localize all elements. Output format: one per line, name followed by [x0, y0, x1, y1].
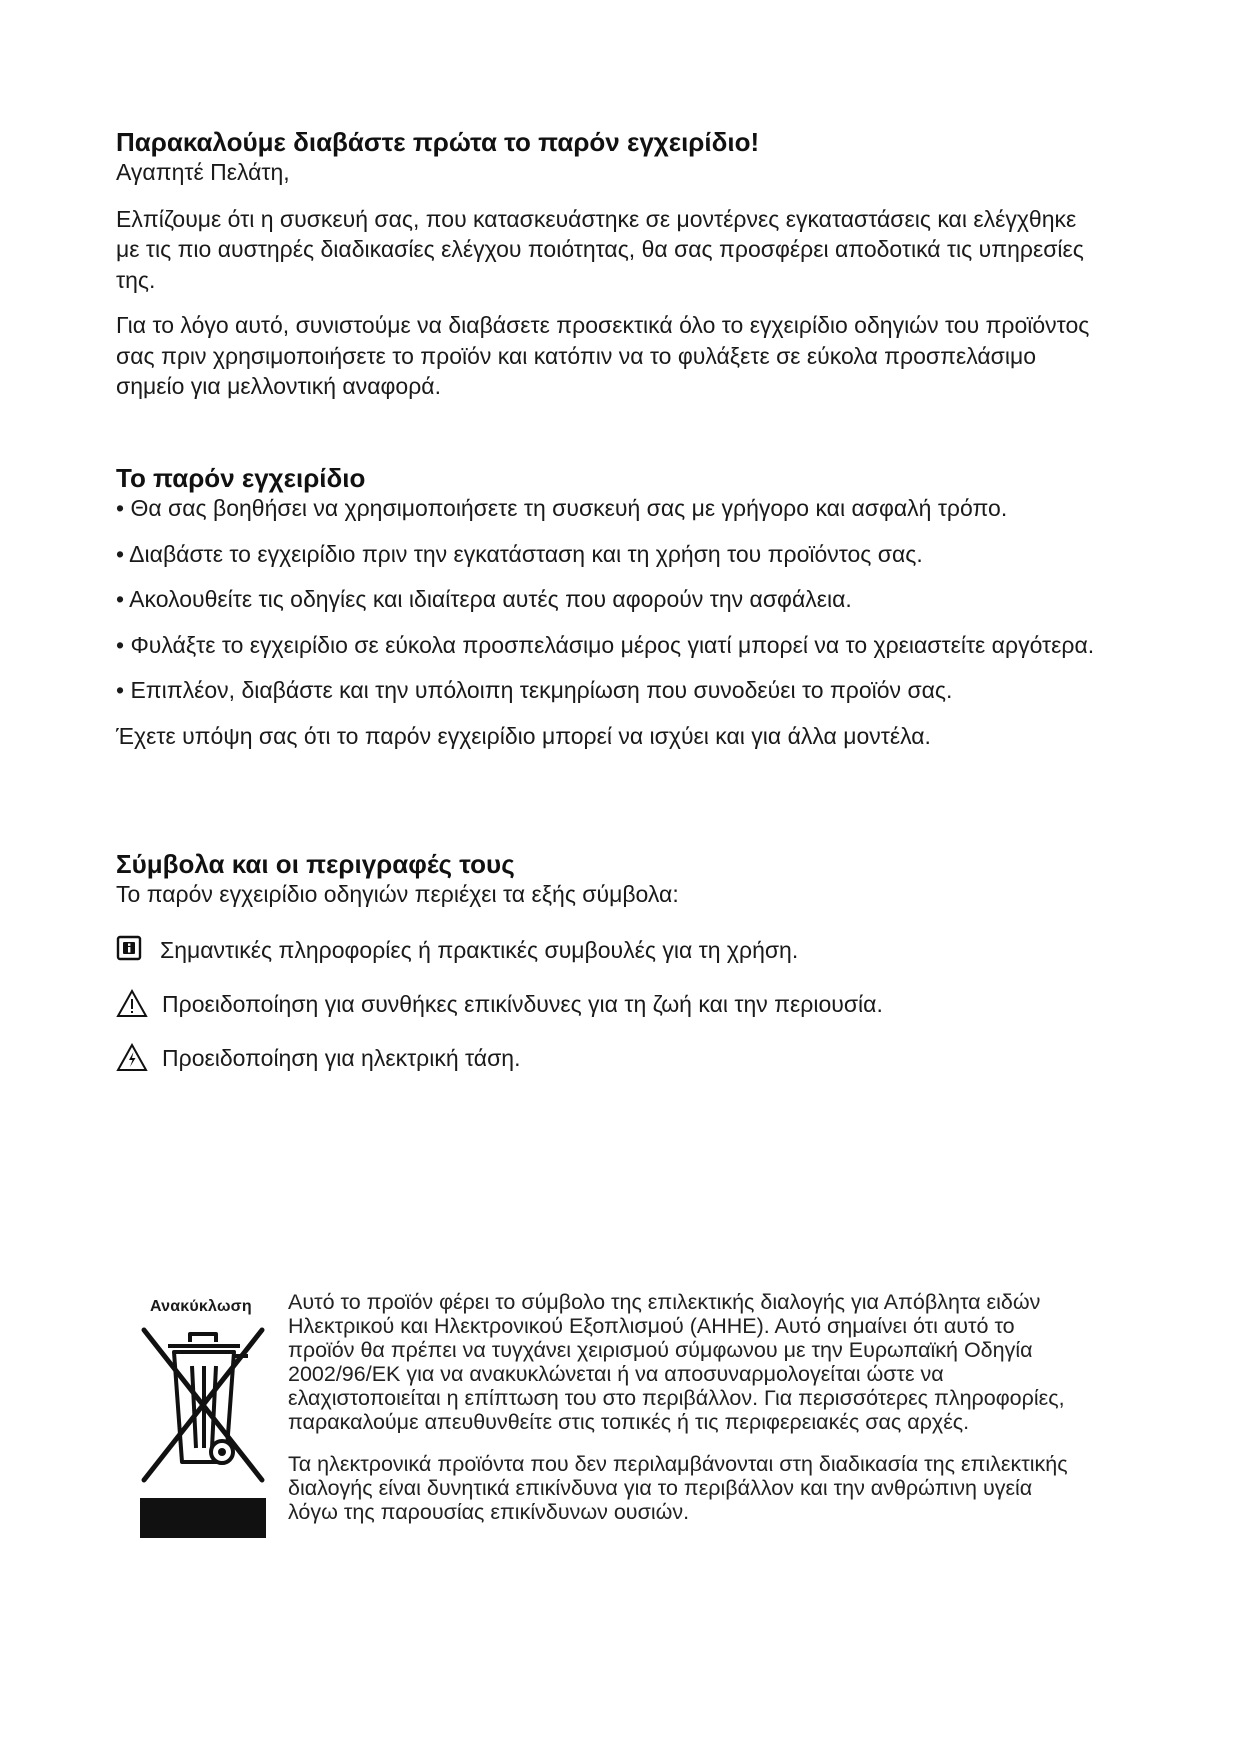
symbol-text-info: Σημαντικές πληροφορίες ή πρακτικές συμβουλές για τη χρήση. [160, 937, 799, 963]
intro-paragraph-1: Ελπίζουμε ότι η συσκευή σας, που κατασκευάστηκε σε μοντέρνες εγκαταστάσεις και ελέγχθηκε με τις πιο αυστηρές διαδικασίες ελέγχου ποιότητας, θα σας προσφέρει αποδοτικά τις υπηρεσίες της. [116, 205, 1084, 293]
symbols-heading: Σύμβολα και οι περιγραφές τους [116, 849, 515, 879]
manual-heading: Το παρόν εγχειρίδιο [116, 463, 366, 493]
greeting: Αγαπητέ Πελάτη, [116, 159, 290, 185]
symbol-row-info [116, 935, 798, 965]
weee-black-bar [140, 1498, 266, 1538]
recycling-paragraph-1: Αυτό το προϊόν φέρει το σύμβολο της επιλεκτικής διαλογής για Απόβλητα ειδών Ηλεκτρικού και Ηλεκτρονικού Εξοπλισμού (ΑΗΗΕ). Αυτό σημαίνει ότι αυτό το προϊόν θα πρέπει να τυγχάνει χειρισμού σύμφωνου με την Ευρωπαϊκή Οδηγία 2002/96/ΕΚ για να ανακυκλώνεται ή να αποσυναρμολογείται ώστε να ελαχιστοποιείται η επίπτωση του στο περιβάλλον. Για περισσότερες πληροφορίες, παρακαλούμε απευθυνθείτε στις τοπικές ή τις περιφερειακές σας αρχές. [288, 1290, 1065, 1434]
manual-list [116, 493, 1096, 706]
intro-section [116, 127, 1096, 402]
manual-item: • Ακολουθείτε τις οδηγίες και ιδιαίτερα αυτές που αφορούν την ασφάλεια. [116, 586, 852, 612]
symbols-intro: Το παρόν εγχειρίδιο οδηγιών περιέχει τα εξής σύμβολα: [116, 881, 679, 907]
symbol-text-warning: Προειδοποίηση για συνθήκες επικίνδυνες για τη ζωή και την περιουσία. [162, 991, 883, 1017]
symbol-text-electric: Προειδοποίηση για ηλεκτρική τάση. [162, 1045, 521, 1071]
manual-item: • Διαβάστε το εγχειρίδιο πριν την εγκατάσταση και τη χρήση του προϊόντος σας. [116, 540, 923, 567]
warning-icon [116, 989, 146, 1019]
symbol-row-electric [116, 1043, 520, 1073]
info-icon [116, 935, 146, 965]
manual-item: • Επιπλέον, διαβάστε και την υπόλοιπη τεκμηρίωση που συνοδεύει το προϊόν σας. [116, 677, 953, 703]
recycling-label: Ανακύκλωση [150, 1298, 252, 1315]
recycling-block [140, 1290, 1080, 1560]
recycling-text [288, 1290, 1078, 1524]
weee-crossed-bin-icon [140, 1322, 266, 1497]
manual-item: • Θα σας βοηθήσει να χρησιμοποιήσετε τη συσκευή σας με γρήγορο και ασφαλή τρόπο. [116, 495, 1008, 521]
intro-heading: Παρακαλούμε διαβάστε πρώτα το παρόν εγχειρίδιο! [116, 127, 760, 157]
manual-note: Έχετε υπόψη σας ότι το παρόν εγχειρίδιο μπορεί να ισχύει και για άλλα μοντέλα. [116, 722, 931, 749]
manual-section [116, 463, 1096, 751]
symbols-section [116, 849, 1096, 1071]
symbol-row-warning [116, 989, 883, 1019]
manual-item: • Φυλάξτε το εγχειρίδιο σε εύκολα προσπελάσιμο μέρος γιατί μπορεί να το χρειαστείτε αργότερα. [116, 631, 1095, 658]
intro-paragraph-2: Για το λόγο αυτό, συνιστούμε να διαβάσετε προσεκτικά όλο το εγχειρίδιο οδηγιών του προϊόντος σας πριν χρησιμοποιήσετε το προϊόν και κατόπιν να το φυλάξετε σε εύκολα προσπελάσιμο σημείο για μελλοντική αναφορά. [116, 312, 1090, 399]
electric-warning-icon [116, 1043, 146, 1073]
recycling-paragraph-2: Τα ηλεκτρονικά προϊόντα που δεν περιλαμβάνονται στη διαδικασία της επιλεκτικής διαλογής είναι δυνητικά επικίνδυνα για το περιβάλλον και την ανθρώπινη υγεία λόγω της παρουσίας επικίνδυνων ουσιών. [288, 1452, 1068, 1524]
